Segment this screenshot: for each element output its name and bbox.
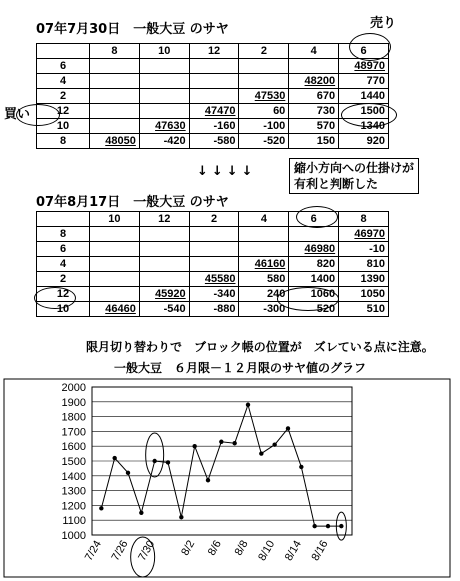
table-row [37,74,389,89]
row-header: 6 [37,59,90,74]
table-row [37,227,389,242]
column-header [37,44,90,59]
table-cell: 48200 [289,74,339,89]
table-cell [289,59,339,74]
data-point [259,451,263,455]
table-cell [90,74,140,89]
data-point [232,441,236,445]
table-cell [189,227,239,242]
table-cell: 1060 [289,287,339,302]
table-cell [139,227,189,242]
table-cell [239,59,289,74]
y-tick-label: 1600 [61,441,86,454]
table-cell: 45920 [139,287,189,302]
table-cell: 1500 [339,104,389,119]
data-point [312,524,316,528]
table-row [37,287,389,302]
table-cell [90,59,140,74]
y-tick-label: 1000 [61,530,86,542]
row-header: 4 [37,74,90,89]
table-cell: 240 [239,287,289,302]
table-cell [139,89,189,104]
column-header: 2 [189,212,239,227]
spread-line-chart [0,375,460,581]
table-row [37,89,389,104]
table-cell [189,257,239,272]
alert-note: 限月切り替わりで ブロック帳の位置が ズレている点に注意。 [86,340,434,354]
table-cell [189,242,239,257]
table-cell [90,257,140,272]
table1-title: 07年7月30日 一般大豆 のサヤ [36,22,229,37]
highlight-oval [146,433,164,477]
table-cell [139,272,189,287]
table-cell: 770 [339,74,389,89]
column-header: 10 [139,44,189,59]
table-cell: -160 [189,119,239,134]
row-header: 2 [37,89,90,104]
column-header: 6 [339,44,389,59]
table-cell: 150 [289,134,339,149]
table-cell: -10 [339,242,389,257]
x-tick-label: 8/8 [232,538,251,558]
table-cell: 810 [339,257,389,272]
table2-title: 07年8月17日 一般大豆 のサヤ [36,195,229,210]
data-point [166,460,170,464]
table-cell [239,242,289,257]
row-header: 6 [37,242,90,257]
y-tick-label: 1200 [61,500,86,513]
column-header: 12 [139,212,189,227]
table-cell: 520 [289,302,339,317]
chart-title: 一般大豆 ６月限－１２月限のサヤ値のグラフ [114,361,367,375]
table-row [37,59,389,74]
data-point [272,443,276,447]
series-line [101,405,341,526]
table-cell: 580 [239,272,289,287]
table-cell: -880 [189,302,239,317]
table-row [37,257,389,272]
row-header: 12 [37,287,90,302]
table-cell: 47530 [239,89,289,104]
table-cell: 570 [289,119,339,134]
table-cell [90,119,140,134]
column-header: 2 [239,44,289,59]
table-cell: 1440 [339,89,389,104]
data-point [152,459,156,463]
table-cell [189,74,239,89]
data-point [299,465,303,469]
table-row [37,119,389,134]
column-header: 6 [289,212,339,227]
y-tick-label: 1300 [61,485,86,498]
table-cell: 670 [289,89,339,104]
data-point [206,478,210,482]
y-tick-label: 1800 [61,411,86,424]
y-tick-label: 1700 [61,426,86,439]
y-tick-label: 1900 [61,396,86,409]
data-point [126,471,130,475]
table-cell: 48970 [339,59,389,74]
x-tick-label: 8/10 [256,538,278,564]
y-tick-label: 2000 [61,382,86,394]
column-header: 12 [189,44,239,59]
data-point [286,426,290,430]
x-tick-label: 7/26 [109,538,131,564]
sell-label: 売り [370,16,397,31]
data-point [179,515,183,519]
table-cell [90,89,140,104]
table-cell: -100 [239,119,289,134]
table-cell: 60 [239,104,289,119]
table-cell: 46460 [90,302,140,317]
column-header: 8 [339,212,389,227]
table-row [37,134,389,149]
spread-table-0817 [36,211,389,317]
table-cell [139,242,189,257]
data-point [219,440,223,444]
table-cell [90,242,140,257]
table-cell: 1400 [289,272,339,287]
data-point [99,506,103,510]
table-cell [189,59,239,74]
table-cell [90,227,140,242]
table-cell [139,257,189,272]
row-header: 4 [37,257,90,272]
row-header: 12 [37,104,90,119]
row-header: 10 [37,302,90,317]
table-cell: -540 [139,302,189,317]
table-cell: 820 [289,257,339,272]
note-line-1: 縮小方向への仕掛けが [294,161,415,175]
data-point [326,524,330,528]
data-point [112,456,116,460]
row-header: 8 [37,227,90,242]
column-header: 4 [239,212,289,227]
table-cell [90,287,140,302]
y-tick-label: 1500 [61,456,86,468]
table-cell [239,227,289,242]
y-tick-label: 1400 [61,470,86,483]
row-header: 2 [37,272,90,287]
table-cell [239,74,289,89]
table-row [37,104,389,119]
x-tick-label: 7/30 [136,538,158,564]
table-cell: 47630 [139,119,189,134]
y-tick-label: 1100 [62,515,86,528]
column-header: 4 [289,44,339,59]
table-row [37,302,389,317]
data-point [339,524,343,528]
note-line-2: 有利と判断した [294,177,379,191]
table-cell: -340 [189,287,239,302]
table-cell: 46970 [339,227,389,242]
column-header: 10 [90,212,140,227]
table-cell: -300 [239,302,289,317]
table-cell: 47470 [189,104,239,119]
x-tick-label: 8/2 [179,538,198,558]
table-cell: -520 [239,134,289,149]
table-cell: 46980 [289,242,339,257]
table-cell: 1050 [339,287,389,302]
table-cell: 510 [339,302,389,317]
table-cell [139,74,189,89]
table-cell: 1390 [339,272,389,287]
table-cell: -580 [189,134,239,149]
x-tick-label: 8/14 [282,538,304,564]
data-point [139,511,143,515]
column-header [37,212,90,227]
spread-table-0730 [36,43,389,149]
table-cell [90,104,140,119]
table-cell: 46160 [239,257,289,272]
table-row [37,272,389,287]
table-cell [289,227,339,242]
table-cell [90,272,140,287]
column-header: 8 [90,44,140,59]
row-header: 8 [37,134,90,149]
data-point [246,403,250,407]
table-cell: 920 [339,134,389,149]
data-point [192,444,196,448]
table-cell: 730 [289,104,339,119]
x-tick-label: 7/24 [82,538,104,564]
down-arrows: ↓↓↓↓ [197,164,257,179]
strategy-note [289,158,419,194]
x-tick-label: 8/16 [309,538,331,564]
buy-label: 買い [4,107,31,122]
row-header: 10 [37,119,90,134]
table-cell: 48050 [90,134,140,149]
table-cell: 45580 [189,272,239,287]
table-cell [189,89,239,104]
table-cell: 1340 [339,119,389,134]
x-tick-label: 8/6 [205,538,224,558]
table-cell [139,104,189,119]
table-row [37,242,389,257]
table-cell: -420 [139,134,189,149]
table-cell [139,59,189,74]
